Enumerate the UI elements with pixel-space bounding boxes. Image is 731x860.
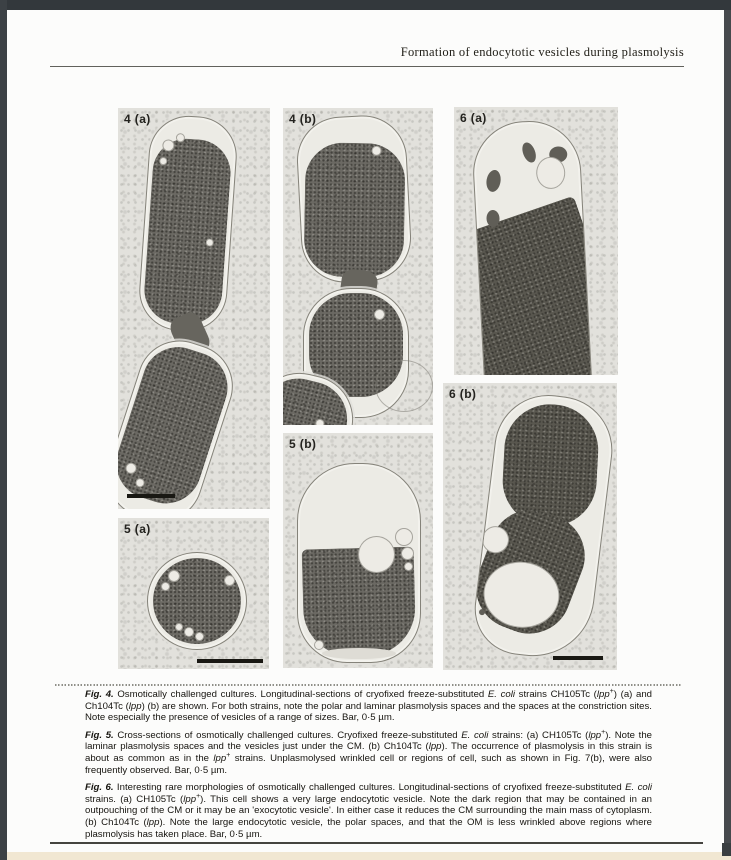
footer-rule bbox=[50, 842, 703, 844]
panel-label-4a: 4 (a) bbox=[124, 112, 151, 126]
empty-membrane-outline bbox=[375, 360, 433, 412]
dotted-divider-rule bbox=[55, 684, 682, 686]
cytoplasm bbox=[303, 142, 405, 278]
window-corner-block bbox=[722, 843, 731, 856]
scale-bar bbox=[197, 659, 263, 663]
caption-fig6: Fig. 6. Interesting rare morphologies of osmotically challenged cultures. Longitudinal-sections of cryofixed freeze-substituted E. coli strains. (a) CH105Tc (lpp+). This cell shows a very large endocytotic vesicle. Note the dark region that may be contained in an outpouching of the CM or it may be an 'exocytotic vesicle'. In either case it reduces the CM surrounding the main mass of cytoplasm. (b) Ch104Tc (lpp). Note the large endocytotic vesicle, the polar spaces, and that the OM is less wrinkled above regions where plasmolysis has taken place. Bar, 0·5 µm. bbox=[85, 781, 653, 840]
scale-bar bbox=[127, 494, 175, 498]
vesicle bbox=[404, 562, 413, 571]
micrograph-panel-5a bbox=[118, 518, 269, 669]
panel-label-6b: 6 (b) bbox=[449, 387, 477, 401]
caption-fig4: Fig. 4. Osmotically challenged cultures. Longitudinal-sections of cryofixed freeze-substituted E. coli strains CH105Tc (lpp+) (a) and Ch104Tc (lpp) (b) are shown. For both strains, note the polar and laminar plasmolysis spaces and the spaces at the constriction sites. Note especially the presence of vesicles of a range of sizes. Bar, 0·5 µm. bbox=[85, 687, 652, 724]
window-top-edge bbox=[0, 0, 731, 10]
vesicle bbox=[224, 575, 235, 586]
window-bottom-strip bbox=[0, 852, 731, 860]
vesicle bbox=[184, 627, 194, 637]
cytoplasm bbox=[153, 558, 241, 644]
micrograph-panel-4b bbox=[283, 108, 433, 425]
panel-label-4b: 4 (b) bbox=[289, 112, 317, 126]
endocytotic-vesicle bbox=[358, 536, 395, 573]
panel-label-5b: 5 (b) bbox=[289, 437, 317, 451]
vesicle bbox=[195, 632, 204, 641]
micrograph-panel-5b bbox=[283, 433, 433, 668]
cell-body bbox=[297, 463, 421, 663]
cell-body bbox=[469, 389, 617, 663]
window-left-edge bbox=[0, 0, 7, 860]
dark-vesicle bbox=[479, 609, 486, 616]
vesicle bbox=[161, 582, 170, 591]
panel-label-6a: 6 (a) bbox=[460, 111, 487, 125]
scale-bar bbox=[553, 656, 603, 660]
cell-body bbox=[137, 113, 240, 334]
vesicle bbox=[168, 570, 180, 582]
micrograph-panel-4a bbox=[118, 108, 270, 509]
dark-vesicle bbox=[520, 141, 539, 165]
cytoplasm bbox=[500, 402, 600, 529]
vesicle bbox=[401, 547, 414, 560]
vesicle bbox=[395, 528, 413, 546]
cell-body bbox=[147, 552, 247, 650]
cell-body bbox=[471, 118, 594, 375]
running-head-title: Formation of endocytotic vesicles during plasmolysis bbox=[400, 45, 684, 59]
caption-fig5: Fig. 5. Cross-sections of osmotically challenged cultures. Cryofixed freeze-substituted E. coli strains: (a) CH105Tc (lpp+). Note the laminar plasmolysis spaces and the vesicles just under the CM. (b) Ch104Tc (lpp). The occurrence of plasmolysis in this strain is about as common as in the lpp+ strains. Unplasmolysed wrinkled cell or regions of cell, such as shown in Fig. 7(b), were also frequently observed. Bar, 0·5 µm. bbox=[85, 728, 653, 776]
panel-label-5a: 5 (a) bbox=[124, 522, 151, 536]
vesicle bbox=[374, 309, 385, 320]
cytoplasm bbox=[142, 136, 233, 326]
window-right-edge bbox=[724, 10, 731, 843]
header-rule bbox=[50, 66, 684, 67]
cell-body bbox=[295, 113, 414, 285]
micrograph-panel-6b bbox=[443, 383, 617, 670]
vesicle bbox=[535, 156, 566, 189]
polar-space bbox=[322, 648, 396, 659]
dark-vesicle bbox=[485, 169, 502, 193]
micrograph-panel-6a bbox=[454, 107, 618, 375]
figure-captions bbox=[85, 689, 652, 846]
cell-body bbox=[118, 330, 244, 509]
vesicle bbox=[314, 640, 324, 650]
vesicle bbox=[175, 623, 183, 631]
